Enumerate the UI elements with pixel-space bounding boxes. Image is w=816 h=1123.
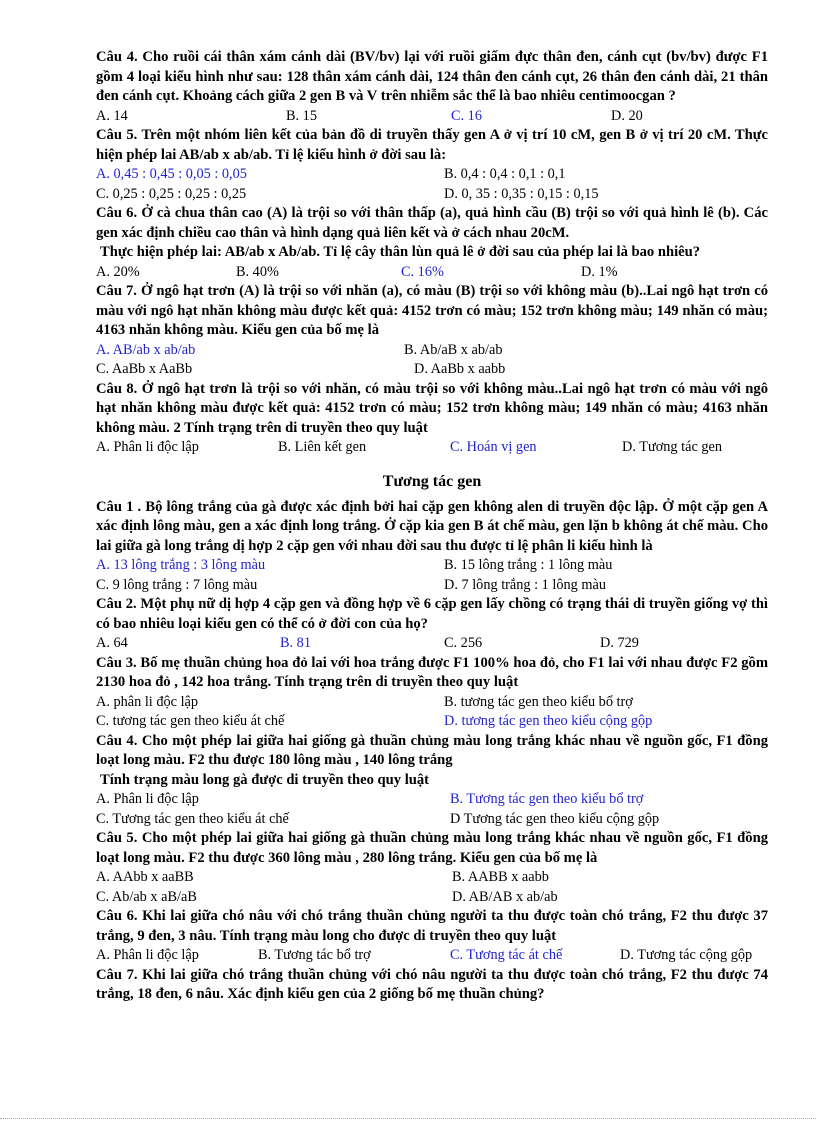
option-c[interactable]: C. 0,25 : 0,25 : 0,25 : 0,25 (96, 185, 247, 202)
option-a[interactable]: A. 0,45 : 0,45 : 0,05 : 0,05 (96, 166, 247, 182)
question-stem: Câu 8. Ở ngô hạt trơn là trội so với nhăn, có màu trội so với không màu..Lai ngô hạt trơn có màu với ngô hạt nhăn không màu được kết quả: 4152 trơn có màu; 152 trơn không màu; 149 nhăn có màu; 4163 nhăn không màu. 2 Tính trạng trên di truyền theo quy luật (96, 380, 768, 436)
option-b[interactable]: B. Liên kết gen (278, 439, 367, 455)
question-stem-continued: Tính trạng màu long gà được di truyền theo quy luật (100, 771, 430, 788)
option-b[interactable]: B. 15 lông trắng : 1 lông màu (444, 557, 613, 573)
option-b[interactable]: B. 15 (286, 107, 317, 124)
option-a[interactable]: A. AAbb x aaBB (96, 869, 194, 885)
page-border (0, 1118, 816, 1119)
question-stem-continued: Thực hiện phép lai: AB/ab x Ab/ab. Tỉ lệ cây thân lùn quả lê ở đời sau của phép lai là bao nhiêu? (100, 244, 701, 260)
option-b[interactable]: B. 0,4 : 0,4 : 0,1 : 0,1 (444, 166, 566, 182)
answer-options (96, 888, 768, 908)
answer-options (96, 868, 768, 888)
option-d[interactable]: D. 0, 35 : 0,35 : 0,15 : 0,15 (444, 185, 599, 202)
answer-options (96, 946, 768, 966)
option-c[interactable]: C. 16 (451, 107, 482, 124)
answer-options (96, 576, 768, 596)
option-a[interactable]: A. Phân li độc lập (96, 439, 199, 455)
option-c[interactable]: C. Hoán vị gen (450, 439, 537, 455)
option-b[interactable]: B. 81 (280, 635, 311, 651)
question-stem: Câu 7. Khi lai giữa chó trắng thuần chủng với chó nâu người ta thu được toàn chó trắng, F2 thu được 74 trắng, 18 đen, 6 nâu. Xác định kiểu gen của 2 giống bố mẹ thuần chủng? (96, 966, 768, 1002)
question-stem: Câu 4. Cho một phép lai giữa hai giống gà thuần chủng màu long trắng khác nhau về nguồn gốc, F1 đồng loạt long màu. F2 thu được 180 lông màu , 140 lông trắng (96, 732, 768, 768)
question-stem: Câu 6. Khi lai giữa chó nâu với chó trắng thuần chủng người ta thu được toàn chó trắng, F2 thu được 37 trắng, 9 đen, 3 nâu. Tính trạng màu long cho được di truyền theo quy luật (96, 908, 768, 944)
option-a[interactable]: A. Phân li độc lập (96, 947, 199, 963)
option-c[interactable]: C. Tương tác gen theo kiểu át chế (96, 810, 289, 827)
option-c[interactable]: C. Ab/ab x aB/aB (96, 888, 197, 905)
option-d[interactable]: D. AB/AB x ab/ab (452, 888, 558, 905)
answer-options (96, 185, 768, 205)
answer-options (96, 556, 768, 576)
option-c[interactable]: C. AaBb x AaBb (96, 361, 193, 377)
question-stem: Câu 5. Cho một phép lai giữa hai giống gà thuần chủng màu long trắng khác nhau về nguồn gốc, F1 đồng loạt long màu. F2 thu được 360 lông màu , 280 lông trắng. Kiểu gen của bố mẹ là (96, 830, 768, 866)
option-b[interactable]: B. Tương tác bổ trợ (258, 947, 371, 963)
question-stem: Câu 5. Trên một nhóm liên kết của bản đồ di truyền thấy gen A ở vị trí 10 cM, gen B ở vị trí 20 cM. Thực hiện phép lai AB/ab x ab/ab. Tỉ lệ kiểu hình ở đời sau là: (96, 127, 768, 163)
answer-options (96, 263, 768, 283)
answer-options (96, 438, 768, 458)
option-a[interactable]: A. 14 (96, 107, 128, 124)
option-d[interactable]: D. tương tác gen theo kiểu cộng gộp (444, 713, 653, 729)
document-page (96, 48, 768, 1005)
answer-options (96, 712, 768, 732)
option-d[interactable]: D. 1% (581, 263, 618, 280)
option-c[interactable]: C. 256 (444, 635, 483, 651)
option-c[interactable]: C. 9 lông trắng : 7 lông màu (96, 576, 258, 593)
question-stem: Câu 4. Cho ruồi cái thân xám cánh dài (BV/bv) lại với ruồi giấm đực thân đen, cánh cụt (bv/bv) được F1 gồm 4 loại kiểu hình như sau: 128 thân xám cánh dài, 124 thân đen cánh cụt, 26 thân đen cánh dài, 21 thân đen cánh cụt. Khoảng cách giữa 2 gen B và V trên nhiễm sắc thể là bao nhiêu centimoocgan ? (96, 49, 768, 104)
option-b[interactable]: B. AABB x aabb (452, 869, 549, 885)
option-a[interactable]: A. AB/ab x ab/ab (96, 341, 196, 358)
option-a[interactable]: A. Phân li độc lập (96, 791, 199, 807)
answer-options (96, 810, 768, 830)
option-d[interactable]: D. AaBb x aabb (414, 361, 506, 377)
option-c[interactable]: C. 16% (401, 263, 444, 280)
answer-options (96, 107, 768, 127)
option-d[interactable]: D. 729 (600, 635, 639, 651)
option-b[interactable]: B. tương tác gen theo kiểu bổ trợ (444, 693, 633, 710)
option-b[interactable]: B. Ab/aB x ab/ab (404, 341, 503, 358)
option-d[interactable]: D Tương tác gen theo kiểu cộng gộp (450, 810, 660, 827)
question-stem: Câu 6. Ở cà chua thân cao (A) là trội so với thân thấp (a), quả hình cầu (B) trội so với quả hình lê (b). Các gen xác định chiều cao thân và hình dạng quả liên kết và ở cách nhau 20cM. (96, 205, 768, 241)
option-a[interactable]: A. 64 (96, 635, 128, 651)
answer-options (96, 693, 768, 713)
option-d[interactable]: D. 7 lông trắng : 1 lông màu (444, 576, 607, 593)
answer-options (96, 165, 768, 185)
option-a[interactable]: A. 20% (96, 263, 140, 280)
option-d[interactable]: D. 20 (611, 107, 643, 124)
option-c[interactable]: C. Tương tác át chế (450, 947, 563, 963)
answer-options (96, 360, 768, 380)
option-d[interactable]: D. Tương tác gen (622, 439, 723, 455)
answer-options (96, 790, 768, 810)
question-stem: Câu 7. Ở ngô hạt trơn (A) là trội so với nhăn (a), có màu (B) trội so với không màu (b)..Lai ngô hạt trơn có màu với ngô hạt nhăn không màu được kết quả: 4152 trơn có màu; 152 trơn không màu; 149 nhăn có màu; 4163 nhăn không màu. Kiểu gen của bố mẹ là (96, 283, 768, 338)
option-a[interactable]: A. 13 lông trắng : 3 lông màu (96, 557, 266, 573)
option-b[interactable]: B. Tương tác gen theo kiểu bổ trợ (450, 791, 644, 807)
option-b[interactable]: B. 40% (236, 263, 279, 280)
answer-options (96, 634, 768, 654)
option-d[interactable]: D. Tương tác cộng gộp (620, 947, 753, 963)
section-title: Tương tác gen (382, 472, 482, 490)
option-c[interactable]: C. tương tác gen theo kiểu át chế (96, 713, 285, 729)
question-stem: Câu 2. Một phụ nữ dị hợp 4 cặp gen và đồng hợp về 6 cặp gen lấy chồng có trạng thái di truyền giống vợ thì có bao nhiêu loại kiểu gen có thể có ở đời con của họ? (96, 596, 768, 632)
answer-options (96, 341, 768, 361)
question-stem: Câu 3. Bố mẹ thuần chủng hoa đỏ lai với hoa trắng được F1 100% hoa đỏ, cho F1 lai với nhau được F2 gồm 2130 hoa đỏ , 142 hoa trắng. Tính trạng trên di truyền theo quy luật (96, 654, 768, 690)
question-stem: Câu 1 . Bộ lông trắng của gà được xác định bởi hai cặp gen không alen di truyền độc lập. Ở một cặp gen A xác định lông màu, gen a xác định long trắng. Ở cặp kia gen B át chế màu, gen lặn b không át chế màu. Cho lai giữa gà long trắng dị hợp 2 cặp gen với nhau đời sau thu được tỉ lệ phân li kiểu hình là (96, 498, 768, 554)
option-a[interactable]: A. phân li độc lập (96, 693, 199, 710)
